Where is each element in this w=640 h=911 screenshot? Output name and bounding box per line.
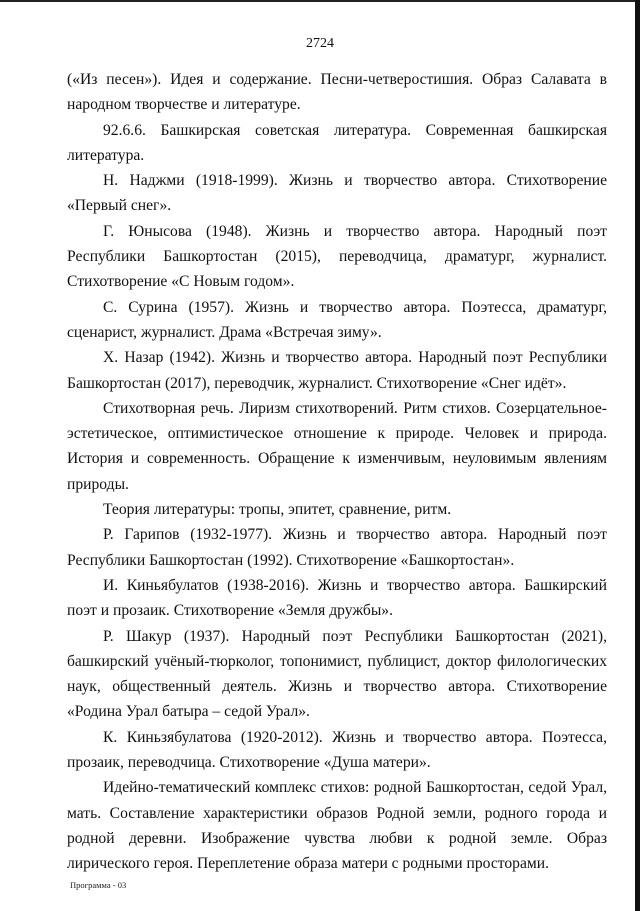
paragraph: Р. Шакур (1937). Народный поэт Республики Башкортостан (2021), башкирский учёный-тюрколог, топонимист, публицист, доктор филологических наук, общественный деятель. Жизнь и творчество автора. Стихотворение «Родина Урал батыра – седой Урал».: [67, 627, 607, 721]
scan-edge-right: [635, 0, 640, 911]
footer-label: Программа - 03: [70, 880, 127, 890]
paragraph: Н. Наджми (1918-1999). Жизнь и творчество автора. Стихотворение «Первый снег».: [67, 172, 607, 215]
paragraph: Р. Гарипов (1932-1977). Жизнь и творчество автора. Народный поэт Республики Башкортостан (1992). Стихотворение «Башкортостан».: [67, 526, 607, 569]
paragraph: 92.6.6. Башкирская советская литература. Современная башкирская литература.: [67, 121, 607, 164]
paragraph: («Из песен»). Идея и содержание. Песни-четверостишия. Образ Салавата в народном творчестве и литературе.: [67, 71, 607, 114]
paragraph: И. Киньябулатов (1938-2016). Жизнь и творчество автора. Башкирский поэт и прозаик. Стихотворение «Земля дружбы».: [67, 576, 607, 620]
paragraph: Идейно-тематический комплекс стихов: родной Башкортостан, седой Урал, мать. Составление характеристики образов Родной земли, родного города и родной деревни. Изображение чувства любви к родной земле. Образ лирического героя. Переплетение образа матери с родными просторами.: [67, 779, 607, 873]
body-text: [67, 67, 607, 877]
paragraph: Г. Юнысова (1948). Жизнь и творчество автора. Народный поэт Республики Башкортостан (2015), переводчица, драматург, журналист. Стихотворение «С Новым годом».: [67, 222, 607, 291]
paragraph: Стихотворная речь. Лиризм стихотворений. Ритм стихов. Созерцательное-эстетическое, оптимистическое отношение к природе. Человек и природа. История и современность. Обращение к изменчивым, неуловимым явлениям природы.: [67, 399, 607, 493]
paragraph: К. Киньзябулатова (1920-2012). Жизнь и творчество автора. Поэтесса, прозаик, переводчица. Стихотворение «Душа матери».: [67, 728, 607, 772]
scan-edge-top: [0, 0, 640, 2]
paragraph: Х. Назар (1942). Жизнь и творчество автора. Народный поэт Республики Башкортостан (2017), переводчик, журналист. Стихотворение «Снег идёт».: [67, 349, 607, 392]
paragraph: С. Сурина (1957). Жизнь и творчество автора. Поэтесса, драматург, сценарист, журналист. Драма «Встречая зиму».: [67, 298, 607, 341]
paragraph: Теория литературы: тропы, эпитет, сравнение, ритм.: [103, 501, 452, 519]
page-number: 2724: [306, 36, 334, 51]
